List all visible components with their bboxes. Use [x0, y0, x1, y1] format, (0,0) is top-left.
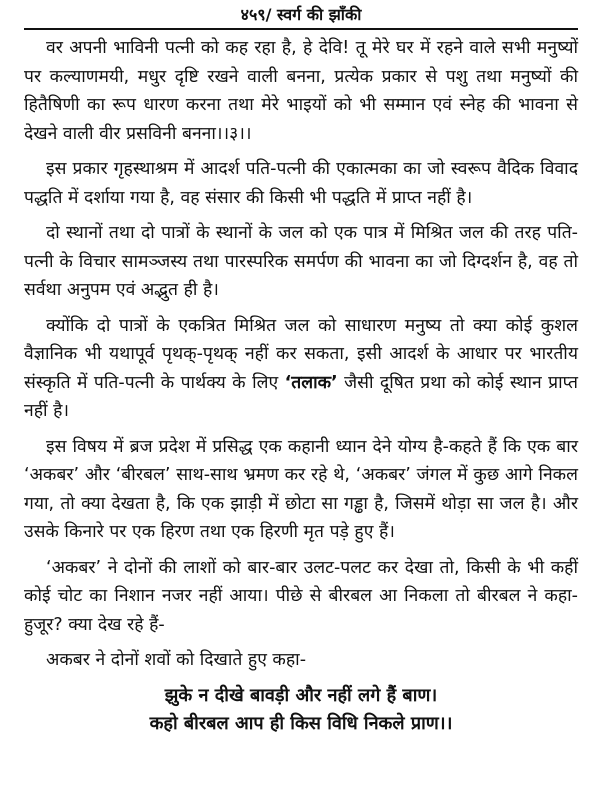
paragraph-6: ‘अकबर’ ने दोनों की लाशों को बार-बार उलट-पलट कर देखा तो, किसी के भी कहीं कोई चोट का निशान नजर नहीं आया। पीछे से बीरबल आ निकला तो बीरबल ने कहा-हुजूर? क्या देख रहे हैं-	[24, 557, 578, 635]
paragraph-5: इस विषय में ब्रज प्रदेश में प्रसिद्ध एक कहानी ध्यान देने योग्य है-कहते हैं कि एक बार ‘अकबर’ और ‘बीरबल’ साथ-साथ भ्रमण कर रहे थे, ‘अकबर’ जंगल में कुछ आगे निकल गया, तो क्या देखता है, कि एक झाड़ी में छोटा सा गड्ढा है, जिसमें थोड़ा सा जल है। और उसके किनारे पर एक हिरण तथा एक हिरणी मृत पड़े हुए हैं।	[24, 436, 578, 542]
paragraph-2: इस प्रकार गृहस्थाश्रम में आदर्श पति-पत्नी की एकात्मका का जो स्वरूप वैदिक विवाद पद्धति में दर्शाया गया है, वह संसार की किसी भी पद्धति में प्राप्त नहीं है।	[24, 159, 578, 208]
verse-line-1: झुके न दीखे बावड़ी और नहीं लगे हैं बाण।	[164, 684, 438, 706]
header-rule	[24, 28, 578, 30]
paragraph-7: अकबर ने दोनों शवों को दिखाते हुए कहा-	[46, 650, 307, 670]
talak-word: ‘तलाक’	[284, 372, 338, 393]
paragraph-4-text-end: जैसी दूषित प्रथा को कोई स्थान प्राप्त नहीं है।	[24, 372, 579, 421]
paragraph-3: दो स्थानों तथा दो पात्रों के स्थानों के जल को एक पात्र में मिश्रित जल की तरह पति-पत्नी के विचार सामञ्जस्य तथा पारस्परिक समर्पण की भावना का जो दिग्दर्शन है, वह तो सर्वथा अनुपम एवं अद्भुत ही है।	[24, 223, 578, 300]
paragraph-1: वर अपनी भाविनी पत्नी को कह रहा है, हे देवि! तू मेरे घर में रहने वाले सभी मनुष्यों पर कल्याणमयी, मधुर दृष्टि रखने वाली बनना, प्रत्येक प्रकार से पशु तथा मनुष्यों की हितैषिणी का रूप धारण करना तथा मेरे भाइयों को भी सम्मान एवं स्नेह की भावना से देखने वाली वीर प्रसविनी बनना।।३।।	[24, 38, 578, 144]
page-header: ४५९/ स्वर्ग की झाँकी	[240, 5, 362, 24]
paragraph-4-text-start: क्योंकि दो पात्रों के एकत्रित मिश्रित जल को साधारण मनुष्य तो क्या कोई कुशल वैज्ञानिक भी यथापूर्व पृथक्-पृथक् नहीं कर सकता, इसी आदर्श के आधार पर भारतीय संस्कृति में पति-पत्नी के पार्थक्य के लिए	[24, 315, 578, 393]
verse-line-2: कहो बीरबल आप ही किस विधि निकले प्राण।।	[149, 712, 453, 734]
paragraph-4	[24, 312, 578, 426]
